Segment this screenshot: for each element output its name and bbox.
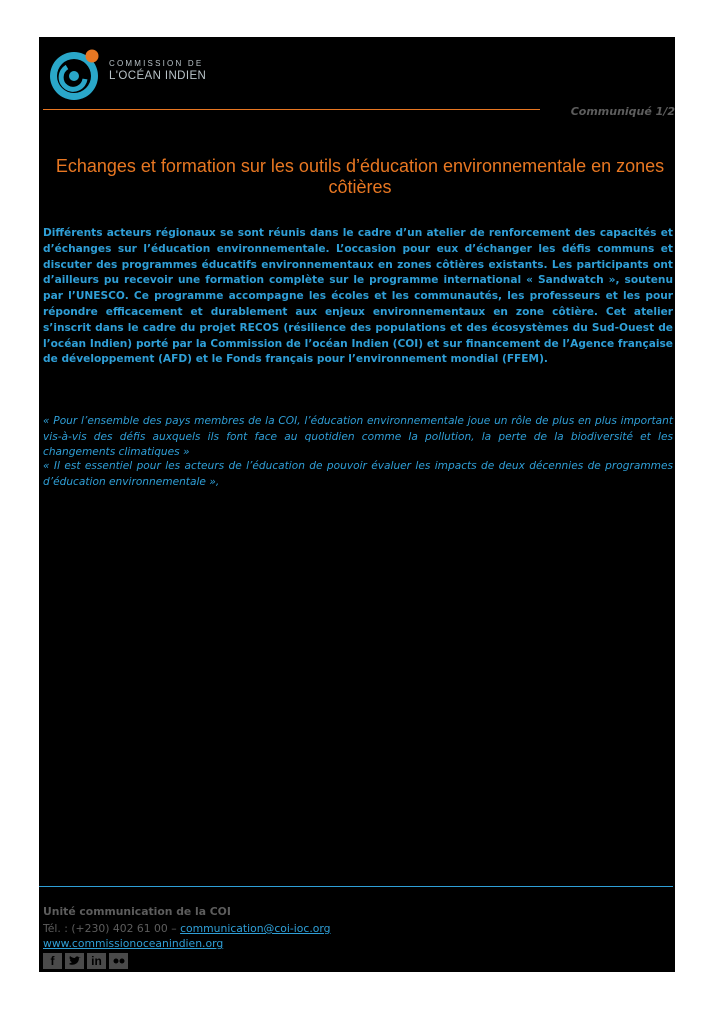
body-paragraph: Différents acteurs régionaux se sont réunis dans le cadre d’un atelier de renforcement des capacités et d’échanges sur l’éducation environnementale. L’occasion pour eux d’échanger les défis communs et discuter des programmes éducatifs environnementaux en zones côtières existants. Les participants ont d’ailleurs pu recevoir une formation complète sur le programme international « Sandwatch », soutenu par l’UNESCO. Ce programme accompagne les écoles et les communautés, les professeurs et les pour répondre efficacement et durablement aux enjeux environnementaux en zone côtière. Cet atelier s’inscrit dans le cadre du projet RECOS (résilience des populations et des écosystèmes du Sud-Ouest de l’océan Indien) porté par la Commission de l’océan Indien (COI) et sur financement de l’Agence française de développement (AFD) et le Fonds français pour l’environnement mondial (FFEM). [43, 227, 673, 366]
twitter-icon[interactable] [65, 953, 84, 969]
org-name-line1: COMMISSION DE [109, 59, 204, 68]
social-icons [43, 953, 128, 969]
linkedin-icon[interactable]: in [87, 953, 106, 969]
footer-email-link[interactable]: communication@coi-ioc.org [180, 922, 331, 935]
page-label: Communiqué 1/2 [570, 105, 675, 118]
footer-website-link[interactable]: www.commissionoceanindien.org [43, 937, 224, 950]
footer-divider [39, 886, 673, 887]
footer-unit: Unité communication de la COI [43, 905, 231, 918]
flickr-icon[interactable] [109, 953, 128, 969]
quote-paragraph-1: « Pour l’ensemble des pays membres de la COI, l’éducation environnementale joue un rôle de plus en plus important vis-à-vis des défis auxquels ils font face au quotidien comme la pollution, la perte de la biodiversité et les changements climatiques » [43, 415, 673, 459]
document-page [39, 37, 675, 972]
page-title: Echanges et formation sur les outils d’éducation environnementale en zones côtières [55, 156, 665, 197]
quote-paragraph-2: « Il est essentiel pour les acteurs de l’éducation de pouvoir évaluer les impacts de deux décennies de programmes d’éducation environnementale », [43, 460, 673, 488]
facebook-icon[interactable]: f [43, 953, 62, 969]
header-divider [43, 109, 540, 110]
footer-contact [43, 922, 330, 935]
org-name-line2: L'OCÉAN INDIEN [109, 70, 207, 82]
organization-name [109, 57, 206, 83]
footer-website [43, 937, 223, 950]
coi-logo-icon [47, 43, 107, 103]
footer-phone: Tél. : (+230) 402 61 00 – [43, 922, 181, 935]
